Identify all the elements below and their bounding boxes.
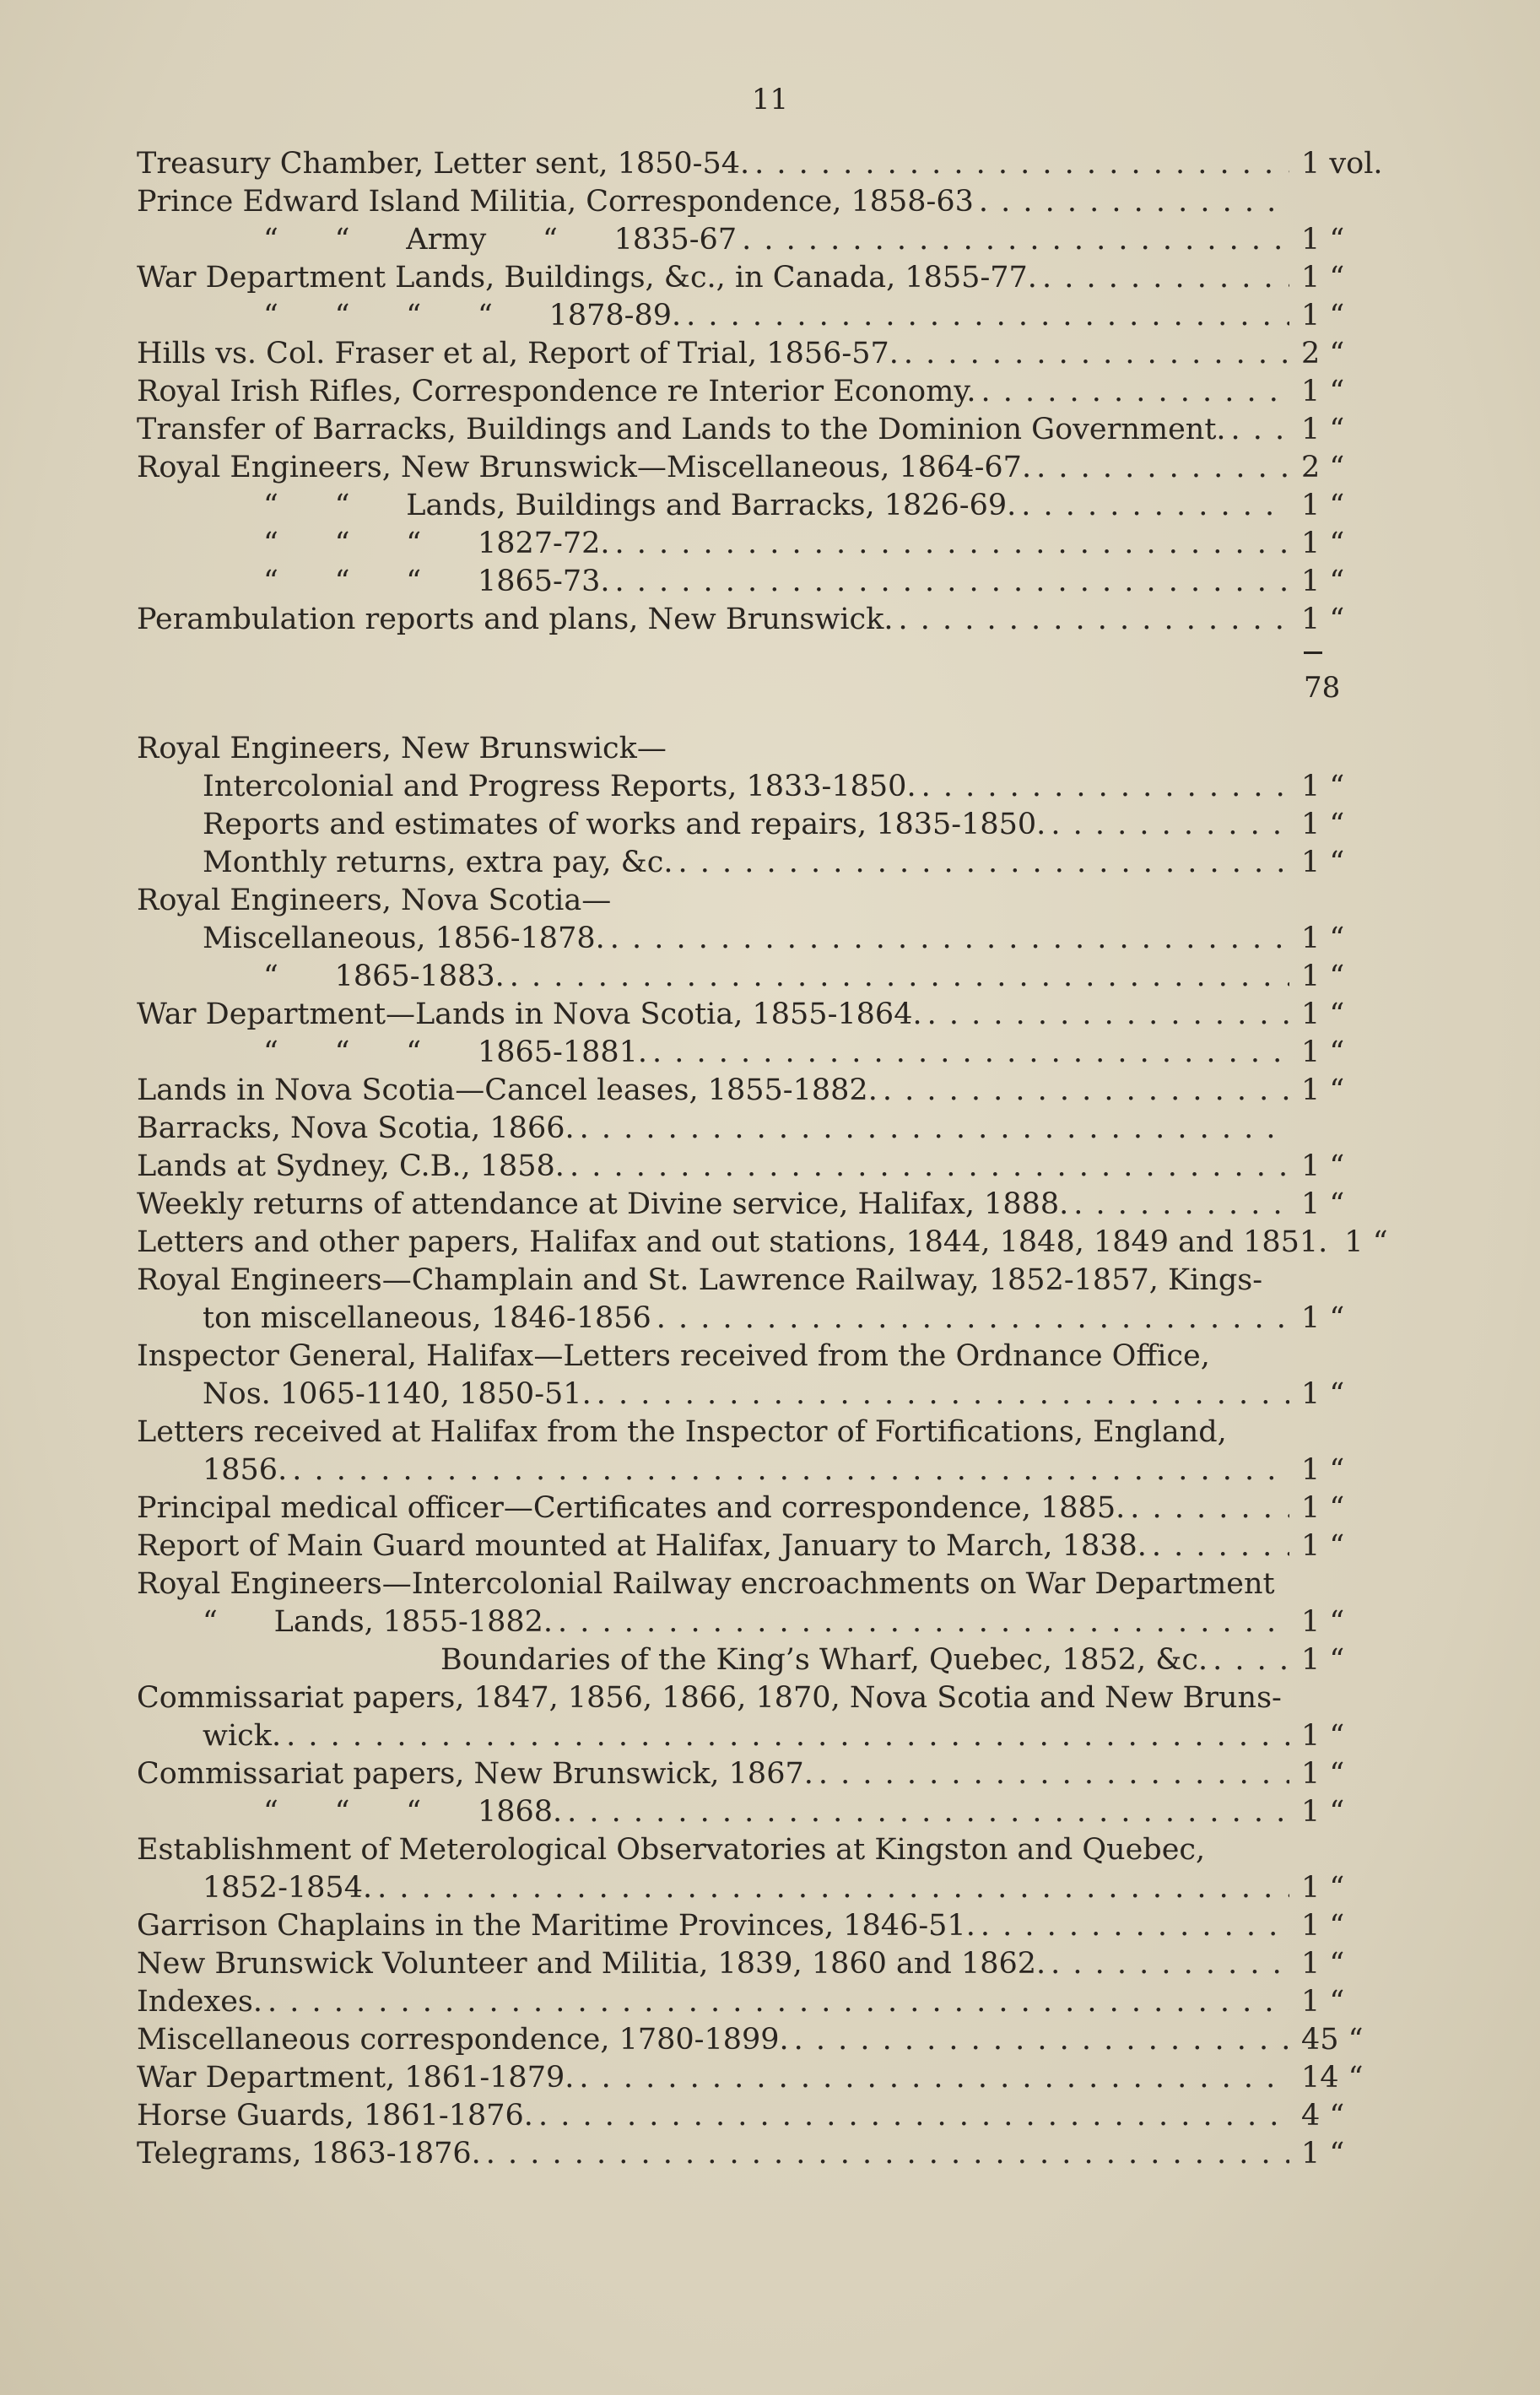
inventory-entry — [137, 1831, 1419, 1869]
inventory-entry — [137, 373, 1419, 411]
volume-count: 1 “ — [1301, 808, 1345, 841]
entry-title: “ “ “ 1868. — [263, 1795, 563, 1829]
volume-count: 2 “ — [1301, 337, 1345, 370]
volume-count: 1 “ — [1301, 1149, 1345, 1183]
inventory-entry — [137, 1224, 1419, 1262]
inventory-entry — [137, 1414, 1419, 1452]
volume-count: 1 “ — [1301, 223, 1345, 257]
leader-dots — [570, 1148, 1289, 1186]
inventory-entry — [137, 2097, 1419, 2135]
inventory-section-1 — [137, 145, 1419, 639]
leader-dots — [1051, 806, 1289, 844]
inventory-entry — [137, 768, 1419, 806]
volume-count: 1 “ — [1301, 846, 1345, 879]
inventory-entry — [137, 1603, 1419, 1641]
entry-title: “ “ “ 1827-72. — [263, 527, 610, 560]
inventory-entry — [137, 563, 1419, 601]
leader-dots — [510, 958, 1289, 996]
entry-title: “ “ “ 1865-73. — [263, 565, 610, 598]
entry-title: Perambulation reports and plans, New Brunswick. — [137, 603, 894, 636]
inventory-entry — [137, 2059, 1419, 2097]
leader-dots — [486, 2135, 1289, 2173]
inventory-entry — [137, 1907, 1419, 1945]
entry-title: Prince Edward Island Militia, Correspondence, 1858-63 — [137, 185, 974, 219]
inventory-entry — [137, 1338, 1419, 1376]
volume-count: 1 “ — [1301, 1719, 1345, 1753]
entry-title: War Department, 1861-1879. — [137, 2061, 575, 2095]
subtotal-value: 78 — [1304, 671, 1341, 705]
entry-title: Royal Engineers, New Brunswick— — [137, 732, 667, 765]
volume-count: 1 “ — [1301, 1605, 1345, 1639]
entry-title: wick. — [203, 1719, 282, 1753]
volume-count: 45 “ — [1301, 2023, 1364, 2057]
entry-title: Lands at Sydney, C.B., 1858. — [137, 1149, 565, 1183]
entry-title: Nos. 1065-1140, 1850-51. — [203, 1377, 592, 1411]
entry-title: “ “ Lands, Buildings and Barracks, 1826-69. — [263, 489, 1017, 522]
entry-title: Barracks, Nova Scotia, 1866. — [137, 1111, 575, 1145]
volume-count: 1 “ — [1301, 299, 1345, 332]
leader-dots — [921, 768, 1289, 806]
entry-title: Lands in Nova Scotia—Cancel leases, 1855-1882. — [137, 1073, 878, 1107]
inventory-entry — [137, 449, 1419, 487]
volume-count: 4 “ — [1301, 2099, 1345, 2133]
inventory-entry — [137, 806, 1419, 844]
inventory-entry — [137, 411, 1419, 449]
entry-title: Horse Guards, 1861-1876. — [137, 2099, 533, 2133]
entry-title: Indexes. — [137, 1985, 263, 2019]
entry-title: Establishment of Meterological Observatories at Kingston and Quebec, — [137, 1833, 1206, 1867]
volume-count: 1 “ — [1301, 603, 1345, 636]
inventory-entry — [137, 525, 1419, 563]
leader-dots — [1073, 1186, 1289, 1224]
volume-count: 1 “ — [1301, 1909, 1345, 1943]
leader-dots — [1036, 449, 1289, 487]
volume-count: 1 “ — [1301, 1947, 1345, 1981]
volume-count: 1 vol. — [1301, 147, 1383, 181]
entry-title: Hills vs. Col. Fraser et al, Report of Trial, 1856-57. — [137, 337, 899, 370]
inventory-entry — [137, 2135, 1419, 2173]
volume-count: 1 “ — [1301, 1377, 1345, 1411]
leader-dots — [579, 2059, 1289, 2097]
leader-dots — [652, 1034, 1289, 1072]
entry-title: “ Lands, 1855-1882. — [203, 1605, 554, 1639]
volume-count: 1 “ — [1301, 960, 1345, 993]
inventory-entry — [137, 487, 1419, 525]
entry-title: New Brunswick Volunteer and Militia, 1839, 1860 and 1862. — [137, 1947, 1046, 1981]
entry-title: Royal Engineers, Nova Scotia— — [137, 884, 612, 917]
inventory-section-2 — [137, 730, 1419, 2173]
inventory-entry — [137, 958, 1419, 996]
inventory-entry — [137, 1148, 1419, 1186]
entry-title: Intercolonial and Progress Reports, 1833-1850. — [203, 770, 916, 803]
inventory-entry — [137, 601, 1419, 639]
volume-count: 1 “ — [1344, 1225, 1388, 1259]
leader-dots — [1231, 411, 1289, 449]
leader-dots — [898, 601, 1289, 639]
volume-count: 1 “ — [1301, 413, 1345, 446]
inventory-entry — [137, 1869, 1419, 1907]
leader-dots — [904, 335, 1289, 373]
volume-count: 1 “ — [1301, 1871, 1345, 1905]
volume-count: 1 “ — [1301, 1453, 1345, 1487]
entry-title: 1856. — [203, 1453, 288, 1487]
inventory-entry — [137, 1527, 1419, 1565]
leader-dots — [286, 1717, 1289, 1755]
leader-dots — [754, 145, 1289, 183]
inventory-entry — [137, 145, 1419, 183]
entry-title: 1852-1854. — [203, 1871, 373, 1905]
entry-title: Monthly returns, extra pay, &c. — [203, 846, 673, 879]
leader-dots — [580, 1110, 1289, 1148]
volume-count: 1 “ — [1301, 1187, 1345, 1221]
volume-count: 1 “ — [1301, 1529, 1345, 1563]
inventory-entry — [137, 1945, 1419, 1983]
entry-title: War Department—Lands in Nova Scotia, 1855-1864. — [137, 997, 922, 1031]
entry-title: Weekly returns of attendance at Divine service, Halifax, 1888. — [137, 1187, 1069, 1221]
inventory-entry — [137, 1755, 1419, 1793]
leader-dots — [1130, 1489, 1289, 1527]
entry-title: “ “ “ 1865-1881. — [263, 1035, 648, 1069]
entry-title: Royal Irish Rifles, Correspondence re Interior Economy. — [137, 375, 976, 408]
leader-dots — [267, 1983, 1289, 2021]
subtotal-rule — [1304, 651, 1322, 654]
volume-count: 1 “ — [1301, 2137, 1345, 2171]
inventory-entry — [137, 882, 1419, 920]
volume-count: 1 “ — [1301, 565, 1345, 598]
inventory-entry — [137, 1565, 1419, 1603]
entry-title: Commissariat papers, New Brunswick, 1867. — [137, 1757, 813, 1791]
entry-title: “ “ “ “ 1878-89. — [263, 299, 682, 332]
entry-title: Reports and estimates of works and repairs, 1835-1850. — [203, 808, 1046, 841]
leader-dots — [742, 221, 1289, 259]
inventory-entry — [137, 1300, 1419, 1338]
volume-count: 1 “ — [1301, 1301, 1345, 1335]
volume-count: 1 “ — [1301, 1035, 1345, 1069]
inventory-entry — [137, 259, 1419, 297]
volume-count: 1 “ — [1301, 770, 1345, 803]
leader-dots — [292, 1452, 1289, 1489]
entry-title: Miscellaneous correspondence, 1780-1899. — [137, 2023, 789, 2057]
volume-count: 1 “ — [1301, 489, 1345, 522]
entry-title: Commissariat papers, 1847, 1856, 1866, 1870, Nova Scotia and New Bruns- — [137, 1681, 1282, 1715]
leader-dots — [610, 920, 1289, 958]
volume-count: 14 “ — [1301, 2061, 1364, 2095]
entry-title: Boundaries of the King’s Wharf, Quebec, 1852, &c. — [440, 1643, 1208, 1677]
entry-title: Principal medical officer—Certificates and correspondence, 1885. — [137, 1491, 1126, 1525]
inventory-entry — [137, 183, 1419, 221]
entry-title: “ “ Army “ 1835-67 — [263, 223, 738, 257]
inventory-entry — [137, 1072, 1419, 1110]
inventory-entry — [137, 1793, 1419, 1831]
inventory-entry — [137, 844, 1419, 882]
leader-dots — [1042, 259, 1289, 297]
entry-title: Report of Main Guard mounted at Halifax, January to March, 1838. — [137, 1529, 1147, 1563]
entry-title: Inspector General, Halifax—Letters received from the Ordnance Office, — [137, 1339, 1210, 1373]
entry-title: Treasury Chamber, Letter sent, 1850-54. — [137, 147, 750, 181]
inventory-entry — [137, 1186, 1419, 1224]
inventory-entry — [137, 1489, 1419, 1527]
inventory-entry — [137, 1641, 1419, 1679]
leader-dots — [567, 1793, 1289, 1831]
volume-count: 1 “ — [1301, 527, 1345, 560]
leader-dots — [819, 1755, 1289, 1793]
leader-dots — [1152, 1527, 1289, 1565]
entry-title: Royal Engineers—Champlain and St. Lawrence Railway, 1852-1857, Kings- — [137, 1263, 1263, 1297]
inventory-entry — [137, 920, 1419, 958]
entry-title: War Department Lands, Buildings, &c., in Canada, 1855-77. — [137, 261, 1037, 295]
volume-count: 1 “ — [1301, 1491, 1345, 1525]
entry-title: Transfer of Barracks, Buildings and Lands to the Dominion Government. — [137, 413, 1226, 446]
inventory-entry — [137, 2021, 1419, 2059]
volume-count: 1 “ — [1301, 922, 1345, 955]
inventory-entry — [137, 1983, 1419, 2021]
entry-title: “ 1865-1883. — [263, 960, 505, 993]
inventory-entry — [137, 1679, 1419, 1717]
volume-count: 1 “ — [1301, 997, 1345, 1031]
volume-count: 1 “ — [1301, 1795, 1345, 1829]
entry-title: Miscellaneous, 1856-1878. — [203, 922, 605, 955]
leader-dots — [981, 373, 1289, 411]
entry-title: Letters and other papers, Halifax and out stations, 1844, 1848, 1849 and 1851. — [137, 1225, 1328, 1259]
leader-dots — [1021, 487, 1289, 525]
leader-dots — [1051, 1945, 1289, 1983]
inventory-entry — [137, 1110, 1419, 1148]
leader-dots — [794, 2021, 1289, 2059]
entry-title: Garrison Chaplains in the Maritime Provinces, 1846-51. — [137, 1909, 975, 1943]
volume-count: 1 “ — [1301, 1643, 1345, 1677]
leader-dots — [558, 1603, 1289, 1641]
leader-dots — [615, 563, 1290, 601]
inventory-entry — [137, 297, 1419, 335]
entry-title: Royal Engineers—Intercolonial Railway encroachments on War Department — [137, 1567, 1275, 1601]
leader-dots — [615, 525, 1290, 563]
inventory-entry — [137, 335, 1419, 373]
volume-count: 1 “ — [1301, 1073, 1345, 1107]
page-number: 11 — [751, 83, 789, 116]
volume-count: 1 “ — [1301, 1985, 1345, 2019]
entry-title: Telegrams, 1863-1876. — [137, 2137, 481, 2171]
entry-title: ton miscellaneous, 1846-1856 — [203, 1301, 651, 1335]
leader-dots — [686, 297, 1289, 335]
inventory-entry — [137, 1376, 1419, 1414]
inventory-entry — [137, 996, 1419, 1034]
leader-dots — [981, 1907, 1289, 1945]
leader-dots — [657, 1300, 1289, 1338]
inventory-entry — [137, 730, 1419, 768]
entry-title: Letters received at Halifax from the Inspector of Fortifications, England, — [137, 1415, 1227, 1449]
leader-dots — [979, 183, 1289, 221]
leader-dots — [1213, 1641, 1289, 1679]
volume-count: 1 “ — [1301, 261, 1345, 295]
inventory-entry — [137, 1452, 1419, 1489]
entry-title: Royal Engineers, New Brunswick—Miscellaneous, 1864-67. — [137, 451, 1032, 484]
inventory-entry — [137, 1717, 1419, 1755]
inventory-entry — [137, 1262, 1419, 1300]
volume-count: 2 “ — [1301, 451, 1345, 484]
leader-dots — [883, 1072, 1289, 1110]
leader-dots — [377, 1869, 1289, 1907]
leader-dots — [927, 996, 1289, 1034]
volume-count: 1 “ — [1301, 375, 1345, 408]
leader-dots — [597, 1376, 1289, 1414]
volume-count: 1 “ — [1301, 1757, 1345, 1791]
inventory-entry — [137, 1034, 1419, 1072]
inventory-entry — [137, 221, 1419, 259]
leader-dots — [538, 2097, 1289, 2135]
leader-dots — [678, 844, 1289, 882]
